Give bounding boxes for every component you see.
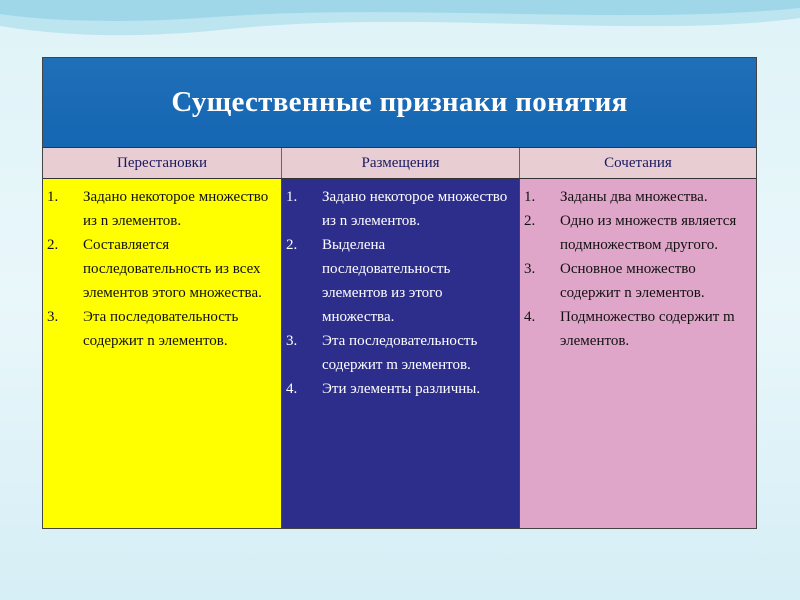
- item-text: Эта последовательность содержит n элементов.: [83, 309, 239, 349]
- list-item: [284, 233, 513, 329]
- item-text: Составляется последовательность из всех элементов этого множества.: [83, 237, 262, 301]
- list-item: [45, 305, 275, 353]
- table-header-row: [43, 148, 756, 179]
- header-permutations: Перестановки: [43, 148, 282, 178]
- item-number: 4.: [524, 309, 536, 325]
- item-text: Задано некоторое множество из n элементов.: [83, 189, 269, 229]
- item-text: Основное множество содержит n элементов.: [560, 261, 705, 301]
- item-number: 3.: [524, 261, 536, 277]
- slide-title: Существенные признаки понятия: [171, 86, 628, 118]
- item-number: 2.: [47, 237, 59, 253]
- item-text: Заданы два множества.: [560, 189, 708, 205]
- list-item: [522, 305, 750, 353]
- concept-features-table: [42, 57, 757, 529]
- header-arrangements: Размещения: [282, 148, 520, 178]
- background-wave-decoration: [0, 0, 800, 60]
- item-text: Подмножество содержит m элементов.: [560, 309, 735, 349]
- item-number: 3.: [286, 333, 298, 349]
- list-item: [522, 257, 750, 305]
- list-item: [522, 209, 750, 257]
- list-item: [45, 233, 275, 305]
- column-permutations: [43, 179, 282, 528]
- column-combinations: [520, 179, 756, 528]
- item-text: Задано некоторое множество из n элементов.: [322, 189, 508, 229]
- item-number: 1.: [286, 189, 298, 205]
- item-number: 1.: [47, 189, 59, 205]
- list-item: [284, 329, 513, 377]
- item-text: Выделена последовательность элементов из этого множества.: [322, 237, 451, 325]
- list-item: [45, 185, 275, 233]
- item-number: 3.: [47, 309, 59, 325]
- item-number: 2.: [524, 213, 536, 229]
- item-text: Одно из множеств является подмножеством другого.: [560, 213, 737, 253]
- list-item: [284, 185, 513, 233]
- item-number: 2.: [286, 237, 298, 253]
- column-arrangements: [282, 179, 520, 528]
- item-text: Эта последовательность содержит m элементов.: [322, 333, 478, 373]
- title-bar: [43, 58, 756, 148]
- list-item: [284, 377, 513, 401]
- list-item: [522, 185, 750, 209]
- table-body-row: [43, 179, 756, 528]
- item-number: 4.: [286, 381, 298, 397]
- item-number: 1.: [524, 189, 536, 205]
- header-combinations: Сочетания: [520, 148, 756, 178]
- item-text: Эти элементы различны.: [322, 381, 481, 397]
